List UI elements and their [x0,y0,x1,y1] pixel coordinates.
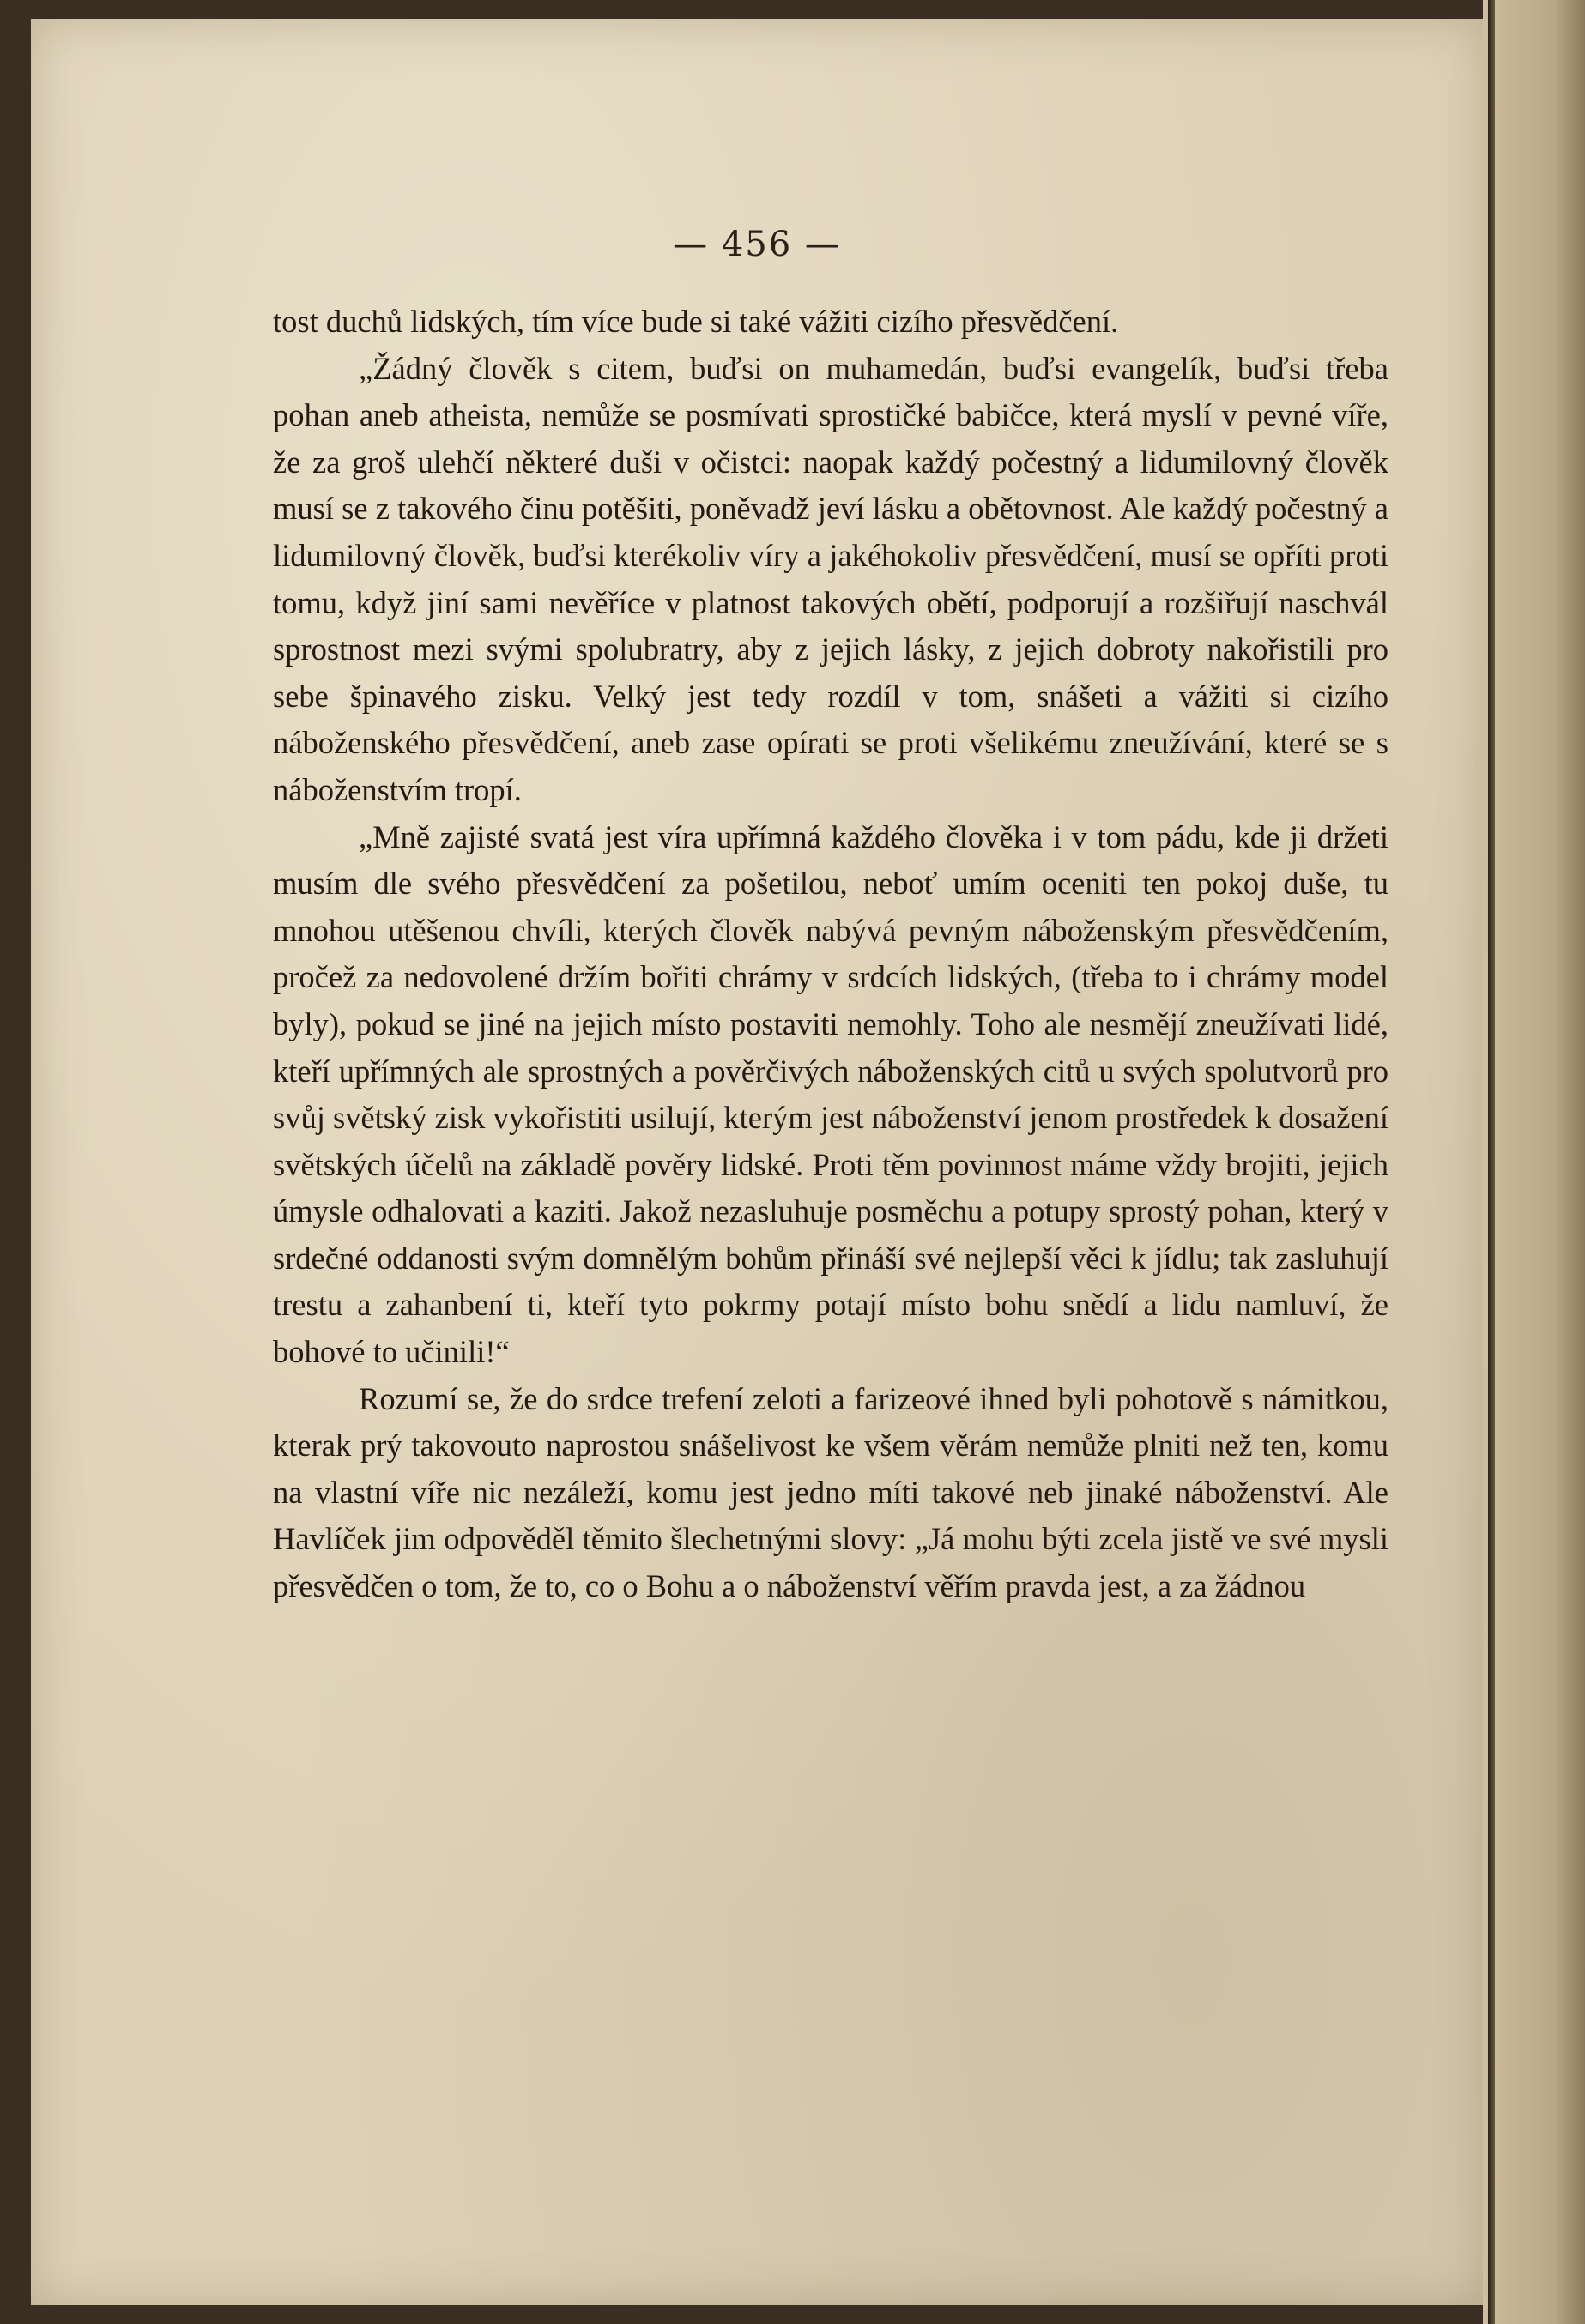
book-page [31,19,1483,2305]
paragraph-continuation: tost duchů lidských, tím více bude si také vážiti cizího přesvědčení. [273,304,1119,339]
book-binding-edge [1483,0,1585,2324]
paragraph-quote-1: „Žádný člověk s citem, buďsi on muhamedán, buďsi evangelík, buďsi třeba pohan aneb atheista, nemůže se posmívati sprostičké babičce, která myslí v pevné víře, že za groš ulehčí některé duši v očistci: naopak každý počestný a lidumilovný člověk musí se z takového činu potěšiti, poněvadž jeví lásku a obětovnost. Ale každý počestný a lidumilovný člověk, buďsi kterékoliv víry a jakéhokoliv přesvědčení, musí se opříti proti tomu, když jiní sami nevěříce v platnost takových obětí, podporují a rozšiřují naschvál sprostnost mezi svými spolubratry, aby z jejich lásky, z jejich dobroty nakořistili pro sebe špinavého zisku. Velký jest tedy rozdíl v tom, snášeti a vážiti si cizího náboženského přesvědčení, aneb zase opírati se proti všelikému zneužívání, které se s náboženstvím tropí. [273,350,1388,807]
binding-shadow [1488,0,1495,2324]
paragraph-quote-2: „Mně zajisté svatá jest víra upřímná každého člověka i v tom pádu, kde ji držeti musím dle svého přesvědčení za pošetilou, neboť umím oceniti ten pokoj duše, tu mnohou utěšenou chvíli, kterých člověk nabývá pevným náboženským přesvědčením, pročež za nedovolené držím bořiti chrámy v srdcích lidských, (třeba to i chrámy model byly), pokud se jiné na jejich místo postaviti nemohly. Toho ale nesmějí zneužívati lidé, kteří upřímných ale sprostných a pověrčivých náboženských citů u svých spolutvorů pro svůj světský zisk vykořistiti usilují, kterým jest náboženství jenom prostředek k dosažení světských účelů na základě pověry lidské. Proti těm povinnost máme vždy brojiti, jejich úmysle odhalovati a kaziti. Jakož nezasluhuje posměchu a potupy sprostý pohan, který v srdečné oddanosti svým domnělým bohům přináší své nejlepší věci k jídlu; tak zasluhují trestu a zahanbení ti, kteří tyto pokrmy potají místo bohu snědí a lidu namluví, že bohové to učinili!“ [273,818,1388,1370]
page-text [273,299,1388,1610]
paragraph-response: Rozumí se, že do srdce trefení zeloti a farizeové ihned byli pohotově s námitkou, kterak prý takovouto naprostou snášelivost ke všem věrám nemůže plniti než ten, komu na vlastní víře nic nezáleží, komu jest jedno míti takové neb jinaké náboženství. Ale Havlíček jim odpověděl těmito šlechetnými slovy: „Já mohu býti zcela jistě ve své mysli přesvědčen o tom, že to, co o Bohu a o náboženství věřím pravda jest, a za žádnou [273,1380,1388,1604]
page-number: — 456 — [673,225,841,264]
